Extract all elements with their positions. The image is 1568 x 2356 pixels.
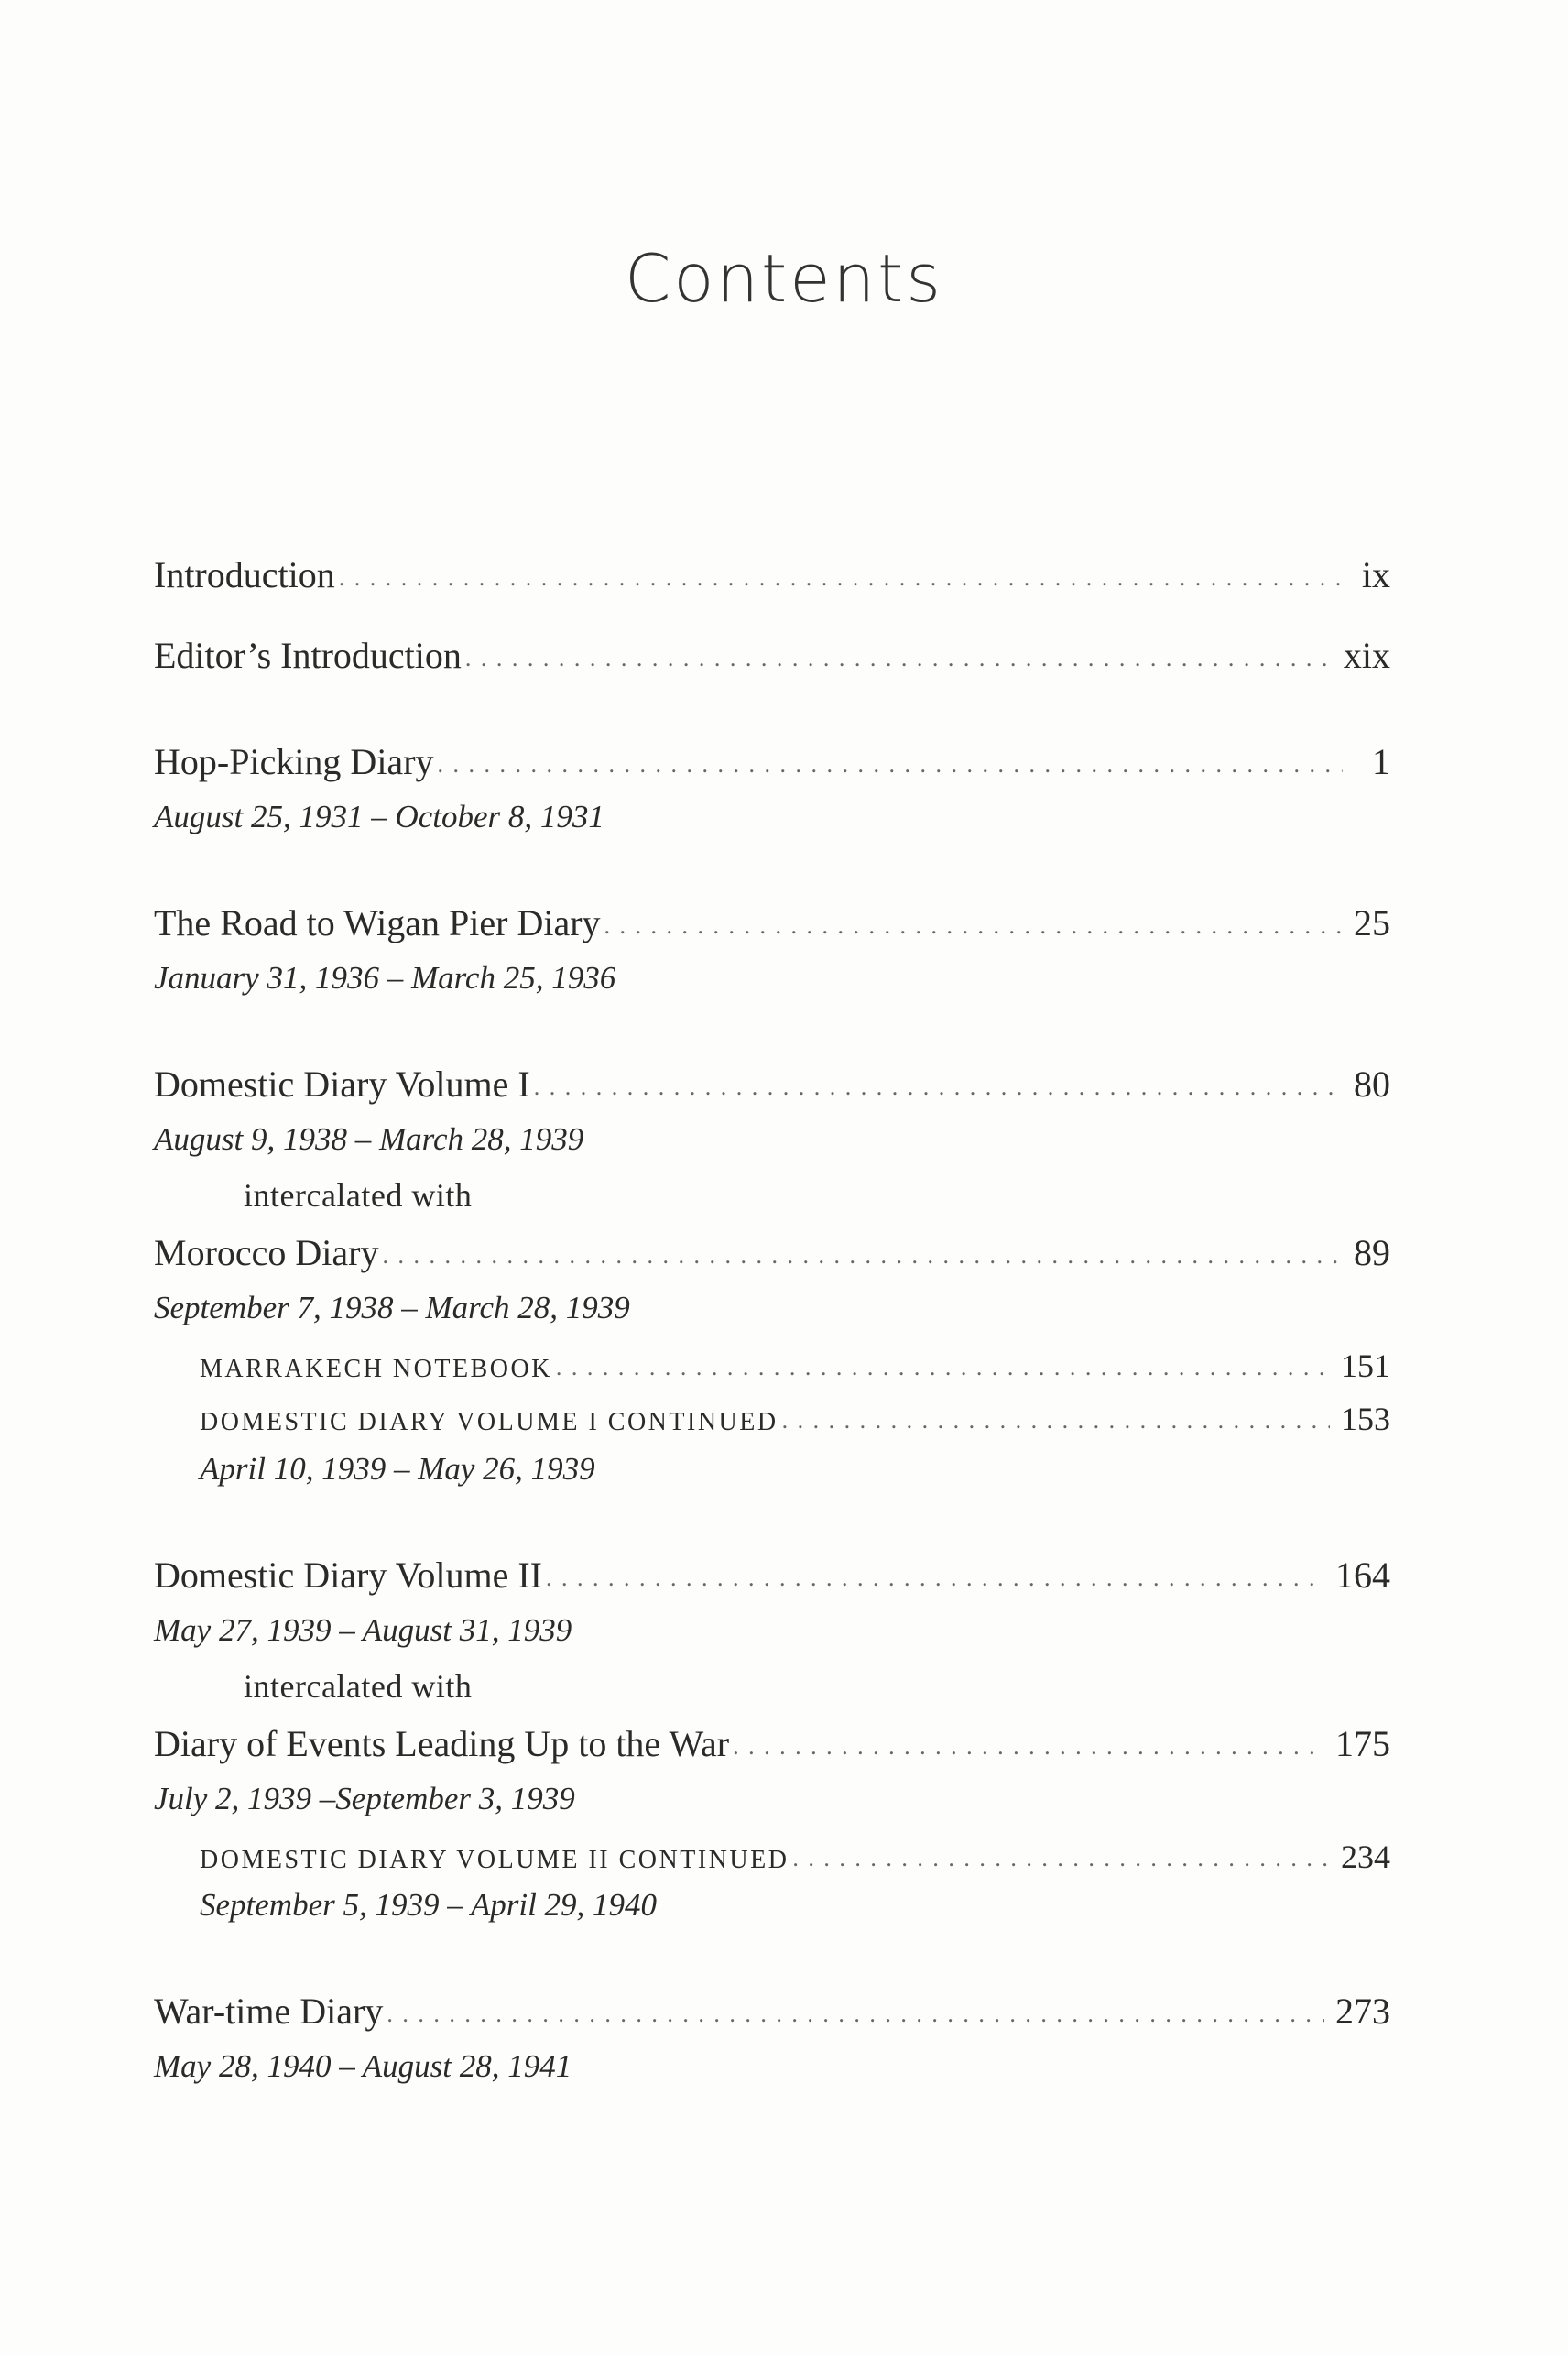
dot-leader [792,1845,1330,1872]
toc-page-number: 153 [1341,1401,1390,1437]
toc-subentry-domestic-diary-volume-1-continued[interactable] [200,1400,1390,1438]
toc-page-number: 1 [1372,741,1390,782]
dot-leader [339,564,1343,592]
dot-leader [604,912,1343,940]
toc-entry-title: DOMESTIC DIARY VOLUME II CONTINUED [200,1846,789,1874]
dot-leader [556,1354,1330,1381]
toc-entry-dates: September 5, 1939 – April 29, 1940 [200,1887,658,1923]
toc-page-number: 234 [1341,1838,1390,1875]
toc-page-number: ix [1361,554,1390,595]
toc-entry-editors-introduction[interactable] [154,634,1390,677]
toc-entry-title: Morocco Diary [154,1232,379,1273]
toc-page-number: 89 [1354,1232,1390,1273]
toc-subentry-marrakech-notebook[interactable] [200,1347,1390,1385]
toc-entry-dates: August 9, 1938 – March 28, 1939 [154,1121,584,1157]
toc-entry-title: Hop-Picking Diary [154,741,434,782]
toc-entry-morocco-diary[interactable] [154,1231,1390,1274]
toc-entry-title: Diary of Events Leading Up to the War [154,1723,730,1764]
dot-leader [438,751,1343,779]
toc-entry-wigan-pier-diary[interactable] [154,901,1390,944]
toc-entry-title: Domestic Diary Volume II [154,1554,543,1596]
toc-entry-dates: July 2, 1939 –September 3, 1939 [154,1781,575,1816]
dot-leader [782,1407,1330,1434]
dot-leader [382,1242,1343,1270]
toc-entry-dates: May 28, 1940 – August 28, 1941 [154,2048,572,2084]
toc-entry-title: DOMESTIC DIARY VOLUME I CONTINUED [200,1408,779,1436]
toc-entry-domestic-diary-volume-2[interactable] [154,1554,1390,1597]
intercalated-note: intercalated with [244,1177,473,1214]
dot-leader [387,2001,1324,2028]
toc-page-number: 164 [1335,1554,1390,1596]
dot-leader [733,1733,1324,1761]
toc-entry-events-leading-up-to-war[interactable] [154,1722,1390,1765]
dot-leader [534,1074,1343,1101]
toc-entry-dates: April 10, 1939 – May 26, 1939 [200,1451,595,1487]
toc-entry-title: MARRAKECH NOTEBOOK [200,1355,552,1383]
toc-entry-title: The Road to Wigan Pier Diary [154,902,601,943]
toc-entry-dates: August 25, 1931 – October 8, 1931 [154,799,604,834]
toc-page-number: 273 [1335,1991,1390,2032]
toc-entry-title: War-time Diary [154,1991,384,2032]
toc-entry-domestic-diary-volume-1[interactable] [154,1063,1390,1106]
toc-page-number: 25 [1354,902,1390,943]
toc-entry-title: Editor’s Introduction [154,635,462,676]
page-title: Contents [625,240,943,317]
toc-page-number: xix [1343,635,1390,676]
toc-entry-title: Introduction [154,554,335,595]
toc-page-number: 175 [1335,1723,1390,1764]
toc-entry-dates: May 27, 1939 – August 31, 1939 [154,1612,572,1648]
toc-entry-war-time-diary[interactable] [154,1990,1390,2033]
intercalated-note: intercalated with [244,1668,473,1705]
dot-leader [546,1565,1324,1592]
dot-leader [465,645,1333,672]
toc-entry-dates: September 7, 1938 – March 28, 1939 [154,1290,630,1325]
toc-page-number: 151 [1341,1347,1390,1384]
toc-subentry-domestic-diary-volume-2-continued[interactable] [200,1838,1390,1876]
toc-entry-dates: January 31, 1936 – March 25, 1936 [154,960,616,996]
toc-entry-introduction[interactable] [154,553,1390,596]
toc-page-number: 80 [1354,1063,1390,1105]
toc-entry-title: Domestic Diary Volume I [154,1063,530,1105]
toc-entry-hop-picking-diary[interactable] [154,740,1390,783]
